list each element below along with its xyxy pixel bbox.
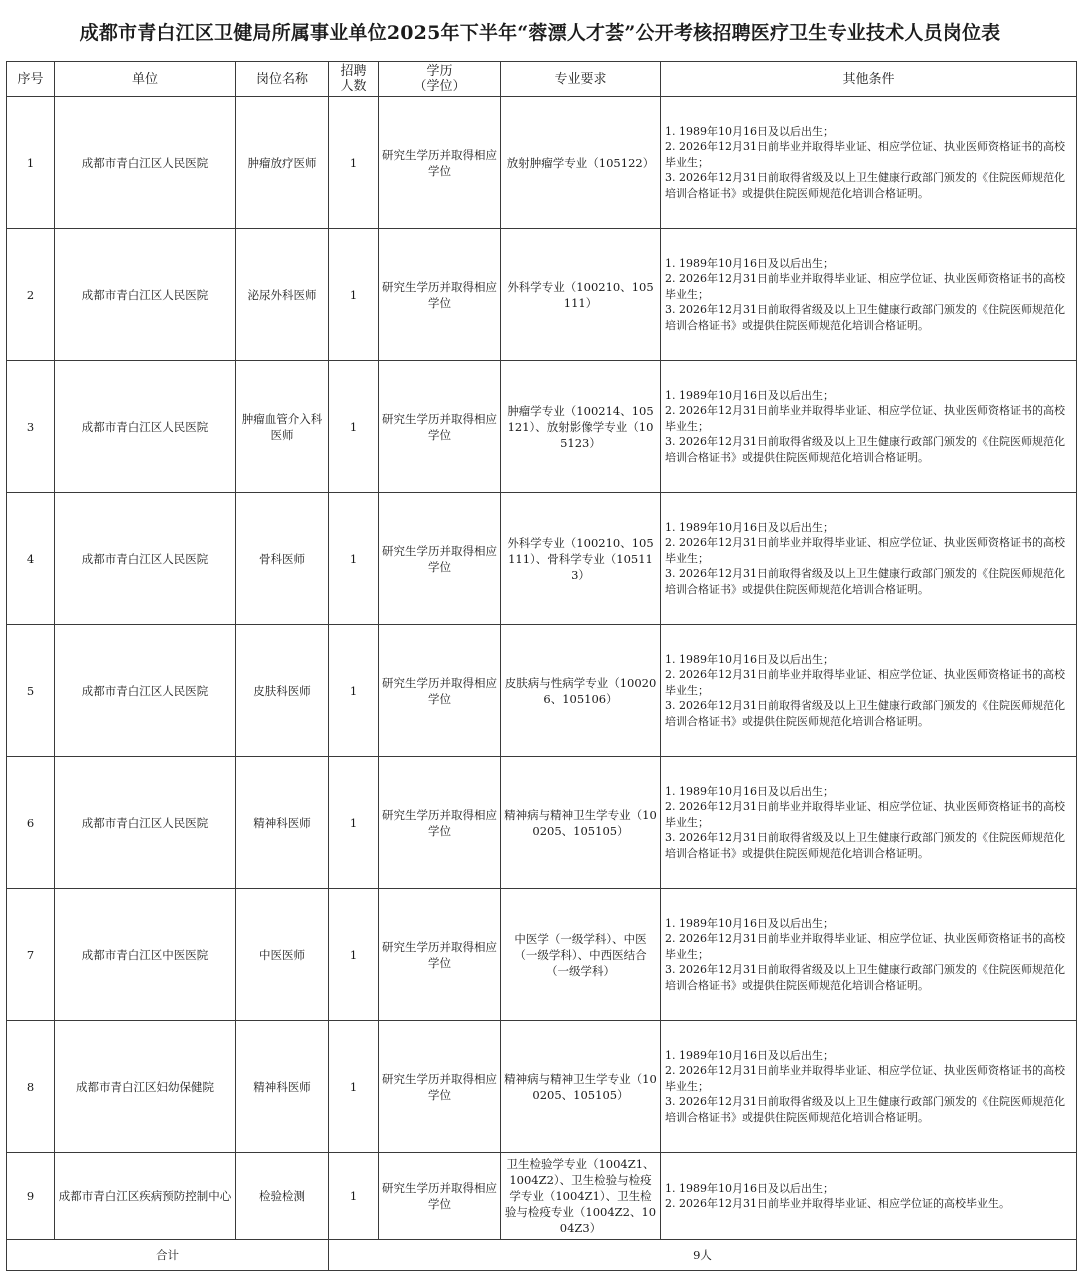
row-count: 1 [329,97,379,229]
row-education: 研究生学历并取得相应学位 [379,361,501,493]
row-major: 外科学专业（100210、105111） [501,229,661,361]
row-post: 肿瘤放疗医师 [236,97,329,229]
row-count: 1 [329,757,379,889]
row-count: 1 [329,493,379,625]
header-other: 其他条件 [661,62,1077,97]
table-row [7,97,1077,229]
row-seq: 7 [7,889,55,1021]
row-count: 1 [329,1153,379,1240]
row-conditions [661,757,1077,889]
condition-line: 1. 1989年10月16日及以后出生； [665,124,834,138]
header-post: 岗位名称 [236,62,329,97]
row-education: 研究生学历并取得相应学位 [379,757,501,889]
row-count: 1 [329,229,379,361]
condition-line: 3. 2026年12月31日前取得省级及以上卫生健康行政部门颁发的《住院医师规范化培训合格证书》或提供住院医师规范化培训合格证明。 [665,171,1065,200]
condition-line: 2. 2026年12月31日前毕业并取得毕业证、相应学位证、执业医师资格证书的高校毕业生； [665,932,1065,961]
row-unit: 成都市青白江区人民医院 [55,625,236,757]
condition-line: 3. 2026年12月31日前取得省级及以上卫生健康行政部门颁发的《住院医师规范化培训合格证书》或提供住院医师规范化培训合格证明。 [665,567,1065,596]
row-major: 卫生检验学专业（1004Z1、1004Z2）、卫生检验与检疫学专业（1004Z1）、卫生检验与检疫专业（1004Z2、1004Z3） [501,1153,661,1240]
row-major: 放射肿瘤学专业（105122） [501,97,661,229]
condition-line: 1. 1989年10月16日及以后出生； [665,652,834,666]
condition-line: 2. 2026年12月31日前毕业并取得毕业证、相应学位证、执业医师资格证书的高校毕业生； [665,272,1065,301]
total-row [7,1240,1077,1271]
header-count-line1: 招聘 [340,64,367,79]
row-education: 研究生学历并取得相应学位 [379,97,501,229]
row-post: 精神科医师 [236,757,329,889]
condition-line: 3. 2026年12月31日前取得省级及以上卫生健康行政部门颁发的《住院医师规范化培训合格证书》或提供住院医师规范化培训合格证明。 [665,303,1065,332]
row-seq: 1 [7,97,55,229]
row-education: 研究生学历并取得相应学位 [379,625,501,757]
row-major: 外科学专业（100210、105111）、骨科学专业（105113） [501,493,661,625]
row-conditions [661,1021,1077,1153]
condition-line: 2. 2026年12月31日前毕业并取得毕业证、相应学位证、执业医师资格证书的高校毕业生； [665,404,1065,433]
condition-line: 1. 1989年10月16日及以后出生； [665,256,834,270]
condition-line: 1. 1989年10月16日及以后出生； [665,388,834,402]
row-conditions [661,1153,1077,1240]
row-major: 肿瘤学专业（100214、105121）、放射影像学专业（105123） [501,361,661,493]
table-body [7,97,1077,1240]
row-unit: 成都市青白江区人民医院 [55,361,236,493]
row-unit: 成都市青白江区人民医院 [55,97,236,229]
condition-line: 3. 2026年12月31日前取得省级及以上卫生健康行政部门颁发的《住院医师规范化培训合格证书》或提供住院医师规范化培训合格证明。 [665,699,1065,728]
row-conditions [661,97,1077,229]
row-major: 皮肤病与性病学专业（100206、105106） [501,625,661,757]
row-conditions [661,625,1077,757]
row-seq: 2 [7,229,55,361]
total-value: 9人 [329,1240,1077,1271]
condition-line: 3. 2026年12月31日前取得省级及以上卫生健康行政部门颁发的《住院医师规范化培训合格证书》或提供住院医师规范化培训合格证明。 [665,831,1065,860]
row-seq: 3 [7,361,55,493]
condition-line: 3. 2026年12月31日前取得省级及以上卫生健康行政部门颁发的《住院医师规范化培训合格证书》或提供住院医师规范化培训合格证明。 [665,1095,1065,1124]
row-major: 精神病与精神卫生学专业（100205、105105） [501,757,661,889]
table-row [7,625,1077,757]
row-seq: 4 [7,493,55,625]
row-major: 中医学（一级学科）、中医（一级学科）、中西医结合（一级学科） [501,889,661,1021]
table-row [7,889,1077,1021]
row-conditions [661,493,1077,625]
condition-line: 1. 1989年10月16日及以后出生； [665,784,834,798]
condition-line: 2. 2026年12月31日前毕业并取得毕业证、相应学位证、执业医师资格证书的高校毕业生； [665,668,1065,697]
table-row [7,1021,1077,1153]
header-seq: 序号 [7,62,55,97]
row-education: 研究生学历并取得相应学位 [379,493,501,625]
condition-line: 2. 2026年12月31日前毕业并取得毕业证、相应学位证、执业医师资格证书的高校毕业生； [665,536,1065,565]
row-seq: 9 [7,1153,55,1240]
row-seq: 8 [7,1021,55,1153]
recruitment-table [6,61,1077,1271]
condition-line: 3. 2026年12月31日前取得省级及以上卫生健康行政部门颁发的《住院医师规范化培训合格证书》或提供住院医师规范化培训合格证明。 [665,963,1065,992]
total-label: 合计 [7,1240,329,1271]
row-seq: 6 [7,757,55,889]
header-education-line2: （学位） [413,79,466,94]
table-row [7,229,1077,361]
row-conditions [661,889,1077,1021]
row-seq: 5 [7,625,55,757]
condition-line: 3. 2026年12月31日前取得省级及以上卫生健康行政部门颁发的《住院医师规范化培训合格证书》或提供住院医师规范化培训合格证明。 [665,435,1065,464]
row-post: 骨科医师 [236,493,329,625]
table-header-row [7,62,1077,97]
row-education: 研究生学历并取得相应学位 [379,229,501,361]
row-education: 研究生学历并取得相应学位 [379,889,501,1021]
condition-line: 1. 1989年10月16日及以后出生； [665,1048,834,1062]
condition-line: 1. 1989年10月16日及以后出生； [665,520,834,534]
row-unit: 成都市青白江区妇幼保健院 [55,1021,236,1153]
document-title: 成都市青白江区卫健局所属事业单位2025年下半年“蓉漂人才荟”公开考核招聘医疗卫生专业技术人员岗位表 [79,22,1001,44]
row-unit: 成都市青白江区中医医院 [55,889,236,1021]
header-major: 专业要求 [501,62,661,97]
header-count [329,62,379,97]
row-major: 精神病与精神卫生学专业（100205、105105） [501,1021,661,1153]
row-post: 皮肤科医师 [236,625,329,757]
condition-line: 1. 1989年10月16日及以后出生； [665,1181,834,1195]
row-count: 1 [329,889,379,1021]
row-post: 精神科医师 [236,1021,329,1153]
row-unit: 成都市青白江区疾病预防控制中心 [55,1153,236,1240]
row-education: 研究生学历并取得相应学位 [379,1153,501,1240]
row-unit: 成都市青白江区人民医院 [55,757,236,889]
table-row [7,757,1077,889]
row-education: 研究生学历并取得相应学位 [379,1021,501,1153]
header-count-line2: 人数 [340,79,367,94]
condition-line: 1. 1989年10月16日及以后出生； [665,916,834,930]
row-post: 肿瘤血管介入科医师 [236,361,329,493]
condition-line: 2. 2026年12月31日前毕业并取得毕业证、相应学位证、执业医师资格证书的高校毕业生； [665,1064,1065,1093]
row-count: 1 [329,625,379,757]
row-count: 1 [329,361,379,493]
row-post: 泌尿外科医师 [236,229,329,361]
table-row [7,493,1077,625]
row-unit: 成都市青白江区人民医院 [55,493,236,625]
row-post: 中医医师 [236,889,329,1021]
header-education [379,62,501,97]
header-unit: 单位 [55,62,236,97]
table-row [7,1153,1077,1240]
condition-line: 2. 2026年12月31日前毕业并取得毕业证、相应学位证的高校毕业生。 [665,1197,1010,1210]
row-conditions [661,229,1077,361]
header-education-line1: 学历 [426,64,453,79]
row-conditions [661,361,1077,493]
row-count: 1 [329,1021,379,1153]
row-post: 检验检测 [236,1153,329,1240]
condition-line: 2. 2026年12月31日前毕业并取得毕业证、相应学位证、执业医师资格证书的高校毕业生； [665,140,1065,169]
row-unit: 成都市青白江区人民医院 [55,229,236,361]
condition-line: 2. 2026年12月31日前毕业并取得毕业证、相应学位证、执业医师资格证书的高校毕业生； [665,800,1065,829]
table-row [7,361,1077,493]
